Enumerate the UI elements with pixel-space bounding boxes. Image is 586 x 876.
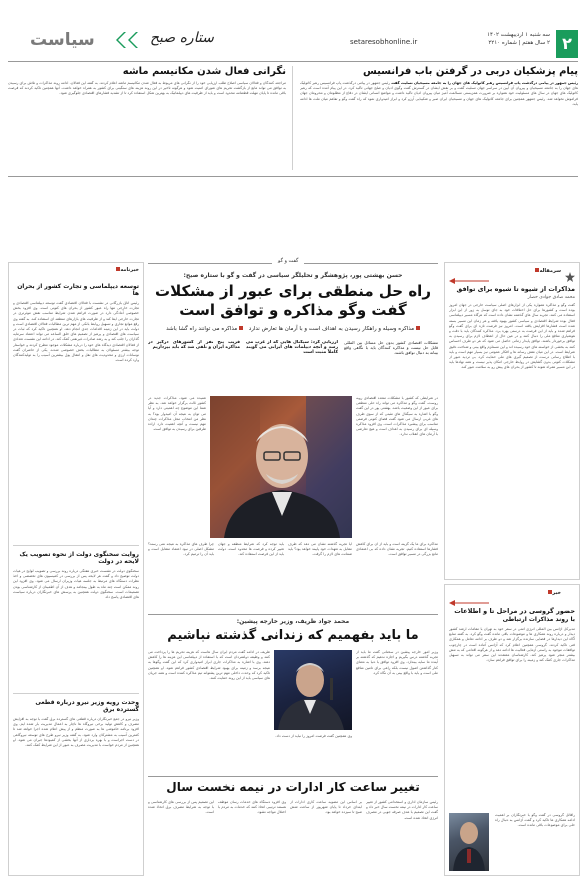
left-item1-headline: توسعه دیپلماسی و تجارت کشور از بحران ها [17,283,139,297]
news-body-2: رافائل گروسی در گفت وگو با خبرنگاران بر اهمیت ادامه همکاری ها تاکید کرد و گفت آژانس به دنبال راه حلی برای موضوعات باقی مانده است. [495,813,575,828]
bottom-body-4: این تصمیم پس از بررسی های کارشناسی و با توجه به شرایط مصرف برق اتخاذ شده است. [148,800,214,815]
left-divider-1 [13,545,139,546]
ornament-icon [449,269,489,275]
editorial-author: محمد صادق جوادی حصار [527,295,575,300]
bottom-rule [148,776,438,777]
sub-interview-rule [148,614,438,615]
issue-date: سه شنبه ۱ اردیبهشت ۱۴۰۲ [487,32,550,38]
sub-interview-headline: ما باید بفهمیم که زندانی گذشته نباشیم [167,628,419,643]
interview-tag-bar [148,258,438,268]
sub-interview-kicker: محمد جواد ظریف، وزیر خارجه پیشین: [236,618,350,625]
interview-tag: گفت و گو [272,258,304,264]
editorial-body: گفت وگو و مذاکره همواره یکی از ابزارهای اصلی سیاست خارجی در جهان امروز بوده است و کشورها برای حل اختلافات خود به جای توسل به زور از این ابزار استفاده می کنند. تجربه سال های گذشته نشان داده است که هرگاه مسیر دیپلماسی فعال بوده شرایط اقتصادی و سیاسی کشور بهبود یافته و هر زمان این مسیر بسته شده است فشارها افزایش یافته است. امروز نیز فرصت تازه ای برای گفت وگو فراهم شده و باید از این فرصت به درستی بهره برد. مذاکره کنندگان باید با دقت و هوشیاری منافع ملی را دنبال کنند و در عین حال از انعطاف لازم برای رسیدن به توافق برخوردار باشند. توافق پایدار زمانی حاصل می شود که هر دو طرف احساس کنند به بخشی از خواسته های خود رسیده اند و این مستلزم واقع بینی و شناخت دقیق شرایط است. در این میان نقش رسانه ها و افکار عمومی نیز بسیار مهم است و باید با اطلاع رسانی درست از تصمیم گیری های ملی حمایت کرد. بی تردید عبور از مشکلات کنونی بدون گشایش در روابط خارجی امکان پذیر نیست و همه نهادها باید در این مسیر همراه شوند تا کشور از بحران های پیش رو به سلامت عبور کند. [449,303,575,370]
bottom-body-1: رئیس سازمان اداری و استخدامی کشور از تغییر ساعت کار ادارات در نیمه نخست سال خبر داد و گفت این تصمیم با هدف صرفه جویی در مصرف انرژی اتخاذ شده است. [366,800,438,820]
left-column-box [8,262,144,876]
bottom-body-2: بر اساس این مصوبه ساعت کاری ادارات از ابتدای خرداد تا پایان شهریور از ساعت شش صبح تا سیزده خواهد بود. [290,800,362,815]
right-news-box [444,584,580,876]
bottom-body-3: وی افزود دستگاه های خدمات رسان موظف هستند ترتیبی اتخاذ کنند که خدمات به مردم با اختلال مواجه نشود. [218,800,286,815]
interview-body-col3: مذاکره برای ما یک گزینه است و باید از آن برای کاهش فشارها استفاده کنیم. تجربه نشان داده که بی اعتمادی مانع بزرگی در مسیر توافق است. [356,542,438,557]
left-item3-headline: وحدت رویه وزیر نیرو درباره قطعی گسترده برق [35,699,139,713]
news-headline: حضور گروسی در مراحل تا و اطلاعات [454,607,575,615]
interview-body-col4: آیا تجربه گذشته نشان می دهد که طرف مقابل به تعهدات خود پایبند خواهد بود؟ باید ضمانت های لازم را گرفت. [288,542,352,557]
sub-interview-body-3: وی همچنین گفت فرصت امروز را نباید از دست داد. [275,734,352,738]
interview-lead-text: مشکلات اقتصادی کشور بدون حل مسائل بین المللی قابل حل نیست و مذاکره کنندگان باید با نگاهی واقع بینانه به دنبال توافق باشند. [344,340,438,356]
left-item3-body: وزیر نیرو در جمع خبرنگاران درباره قطعی های گسترده برق گفت با توجه به افزایش مصرف و کاهش تولید برخی نیروگاه ها ناچار به اعمال مدیریت بار شده ایم. وی افزود برنامه خاموشی ها به صورت منظم و از پیش اعلام شده اجرا خواهد شد تا کمترین آسیب به مشترکان وارد شود. به گفته وزیر نیرو طرح های توسعه نیروگاهی در دست اجراست و با بهره برداری از آنها بخشی از کمبودها جبران می شود. او همچنین از مردم خواست با مدیریت مصرف به عبور از این شرایط کمک کنند. [13,717,139,748]
masthead [0,0,586,62]
bottom-headline: تغییر ساعت کار ادارات در نیمه نخست سال [166,780,420,794]
top-divider [292,66,293,170]
news-body: مدیرکل آژانس بین المللی انرژی اتمی در سفر خود به تهران با مقامات ارشد کشور دیدار و درباره روند همکاری ها و موضوعات باقی مانده گفت وگو کرد. به گفته منابع آگاه این دیدارها در فضایی سازنده برگزار شد و دو طرف بر ادامه تعامل و همکاری فنی تاکید کردند. گروسی همچنین اعلام کرد که آژانس آماده است در چارچوب توافقات موجود به راستی آزمایی فعالیت ها ادامه دهد و از هرگونه اقدامی که به تنش بیشتر منجر شود پرهیز کند. کارشناسان معتقدند این سفر می تواند به تسهیل مذاکرات جاری کمک کند و زمینه را برای توافق فراهم سازد. [449,627,575,663]
top-right-story [300,66,578,174]
news-label: خبر [545,590,561,596]
interview-quote-1: ارزیابی کرد: سیگنال هایی که از غرب می رسد و آنچه دیپلمات های ایرانی می گویند کاملاً مثبت است [246,340,338,356]
right-column-box [444,262,580,580]
editorial-headline: مذاکرات از شیوه تا شیوه برای توافق [456,285,575,293]
header-rule [8,61,578,62]
page-number-box: ۲ [556,30,578,58]
interview-bullet-2: مذاکره می توانند راه گشا باشد [166,326,238,332]
editorial-label: سرمقاله [532,268,561,274]
top-left-story [8,66,286,174]
sub-interview-body-2: ظریف در ادامه گفت مردم ایران سال هاست که هزینه تحریم ها را پرداخت می کنند و وظیفه دولتمردان است که با استفاده از دیپلماسی این هزینه ها را کاهش دهند. وی با اشاره به مذاکرات جاری ابراز امیدواری کرد که این گفت وگوها به نتیجه برسد و زمینه برای بهبود شرایط اقتصادی کشور فراهم شود. او همچنین تاکید کرد که وحدت داخلی مهم ترین پشتوانه تیم مذاکره کننده است و همه جریان های سیاسی باید از این روند حمایت کنند. [148,650,270,681]
interview-bullets [148,326,438,332]
ornament-icon-2 [449,591,489,597]
left-item2-body: سخنگوی دولت در نشست خبری هفتگی درباره روند بررسی و تصویب لوایح در هیات دولت توضیح داد و گفت هر لایحه پس از بررسی در کمیسیون های تخصصی و اخذ نظرات دستگاه های مرتبط به جلسه هیات وزیران ارسال می شود. وی افزود این روند ممکن است چند ماه به طول بینجامد و هدف از آن اطمینان از کارشناسی بودن تصمیمات است. سخنگوی دولت همچنین به پرسش های خبرنگاران درباره سیاست های اقتصادی پاسخ داد. [13,569,139,600]
interview-headline: راه حل منطقی برای عبور از مشکلات گفت وگو مذاکره و توافق است [155,282,431,319]
left-divider-2 [13,693,139,694]
interview-body-col2: شنیده می شود، مذاکرات جدید در کشور ثالث برگزار خواهد شد. به نظر شما این موضوع چه اهمیتی دارد و آیا می توان به نتیجه آن امیدوار بود؟ به نظر من انتخاب محل مذاکرات چندان مهم نیست و آنچه اهمیت دارد اراده طرفین برای رسیدن به توافق است. [148,396,206,432]
sub-interview-body-1: وزیر امور خارجه پیشین در سخنانی گفت ما باید از تجربه گذشته درس بگیریم و اجازه ندهیم که گذشته بر آینده ما سایه بیندازد. وی افزود توافق با دنیا به معنای کنار گذاشتن اصول نیست بلکه راهی برای تامین منافع ملی است و باید با واقع بینی به آن نگاه کرد. [356,650,438,675]
bullet-square-icon [416,326,420,330]
issue-number: ۲ سال هفتم | شماره ۲۲۱۰ [488,40,550,46]
news-lead: با روند مذاکرات ارتباطی [502,616,575,623]
top-right-body: رئیس جمهور در پیامی درگذشت پاپ فرانسیس رهبر کاتولیک های جهان را به جامعه مسیحیان تسلیت گفت رئیس جمهور در پیامی درگذشت پاپ فرانسیس رهبر کاتولیک های جهان را به جامعه مسیحیان و پیروان آن آیین در سراسر جهان تسلیت گفت و بر نقش ایشان در گسترش گفت وگوی ادیان و صلح جهانی تاکید کرد. در این پیام آمده است که رهبر کاتولیک های جهان در سال های مسئولیت خود همواره بر ضرورت همزیستی مسالمت آمیز میان پیروان ادیان تاکید داشت و مواضع انسانی ایشان در دفاع از مظلومان و محرومان جهان فراموش نخواهد شد. رئیس جمهور همچنین برای جامعه کاتولیک های جهان و مسیحیان ایران صبر و شکیبایی آرزو کرد و ابراز امیدواری نمود که راه گفت وگو و تفاهم میان ملت ها ادامه یابد. [300,81,578,106]
section-title: سیاست [30,30,95,50]
issue-info [430,32,550,46]
star-icon [565,267,575,277]
logo: ستاره صبح [150,30,214,46]
zarif-photo [274,650,352,730]
grossi-photo [449,813,489,871]
double-chevron-icon [112,32,138,48]
interview-body-col6: چرا طرف های مذاکره به نتیجه نمی رسند؟ مشکل اصلی در نبود اعتماد متقابل است و باید آن را ترمیم کرد. [148,542,214,557]
interview-bullet-1: مذاکره وسیله و راهکار رسیدن به اهداف است و با آرمان ها تعارض ندارد [248,326,415,332]
top-right-headline: پیام پزشکیان دربی در گرفتن باب فرانسیس [362,66,578,77]
interview-kicker: حسن بهشتی پور، پژوهشگر و تحلیلگر سیاسی در گفت و گو با ستاره صبح: [183,272,403,279]
left-item2-headline: روایت سخنگوی دولت از نحوه تصویب یک لایحه در دولت [19,551,139,565]
bullet-square-icon [239,326,243,330]
left-item1-body: رئیس اتاق بازرگانی در نشست با فعالان اقتصادی گفت توسعه دیپلماسی اقتصادی و تجارت خارجی تنها راه عبور کشور از بحران های کنونی است. وی افزود بخش خصوصی آمادگی دارد در صورت فراهم شدن شرایط مناسب نقش موثرتری در تجارت خارجی ایفا کند و از ظرفیت های بازارهای منطقه ای استفاده کند. به گفته وی رفع موانع تجاری و تسهیل روابط بانکی از مهم ترین مطالبات فعالان اقتصادی است و دولت باید در این زمینه اقدامات جدی انجام دهد. او همچنین تاکید کرد که ثبات در سیاست های اقتصادی و پرهیز از تصمیم های خلق الساعه می تواند اعتماد سرمایه گذاران را جلب کند و به رشد صادرات غیرنفتی کمک کند. در ادامه این نشست تعدادی از فعالان اقتصادی دیدگاه های خود را درباره مشکلات موجود مطرح کردند و خواستار توجه بیشتر مسئولان به مطالبات بخش خصوصی شدند. یکی از حاضران گفت نوسانات ارزی و محدودیت های نقل و انتقال پول بیشترین آسیب را به تولیدکنندگان وارد کرده است. [13,301,139,363]
website-url[interactable]: setaresobhonline.ir [350,38,418,46]
interview-quote-2: قریب پنج نفر از کشورهای درگیر در مذاکره ایران و تلقی شد که باید بپردازیم [148,340,240,351]
top-stories-rule [8,176,578,177]
interview-body-col1: در شرایطی که کشور با مشکلات متعدد اقتصادی روبه روست، گفت وگو و مذاکره می تواند راه حلی منطقی برای عبور از این وضعیت باشد. بهشتی پور در این گفت وگو با اشاره به سیگنال های مثبتی که از سوی طرف های غربی ارسال می شود گفت فضای کنونی فرصتی مناسب برای پیشبرد مذاکرات است. وی افزود مذاکره وسیله ای برای رسیدن به اهداف است و هیچ تعارضی با آرمان های انقلاب ندارد. [356,396,438,437]
interview-body-col5: باید توجه کرد که شرایط منطقه و جهان تغییر کرده و فرصت ها محدود است. دولت باید از این فرصت استفاده کند. [218,542,284,557]
left-label-bar [9,263,143,277]
beheshtipour-photo [210,396,352,538]
top-left-body: مراجعه کنندگان و فعالان سیاسی اصلاح طلب ارزیابی خود را از نگرانی های مربوط به فعال شدن مکانیسم ماشه اعلام کردند. به گفته این فعالان، ادامه روند مذاکرات و تلاش برای رسیدن به توافق می تواند مانع از بازگشت تحریم های شورای امنیت شود و هرگونه تاخیر در این روند هزینه های سنگینی برای کشور به همراه خواهد داشت. آنها همچنین تاکید کردند که فرصت باقی مانده تا پایان مهلت قطعنامه محدود است و باید از ظرفیت های دیپلماتیک به بهترین شکل استفاده کرد تا از تشدید فشارهای اقتصادی جلوگیری شود. [8,81,286,96]
newsletter-label: خبرنامه [113,267,139,273]
top-left-headline: نگرانی فعال شدن مکانیسم ماشه [122,66,286,77]
